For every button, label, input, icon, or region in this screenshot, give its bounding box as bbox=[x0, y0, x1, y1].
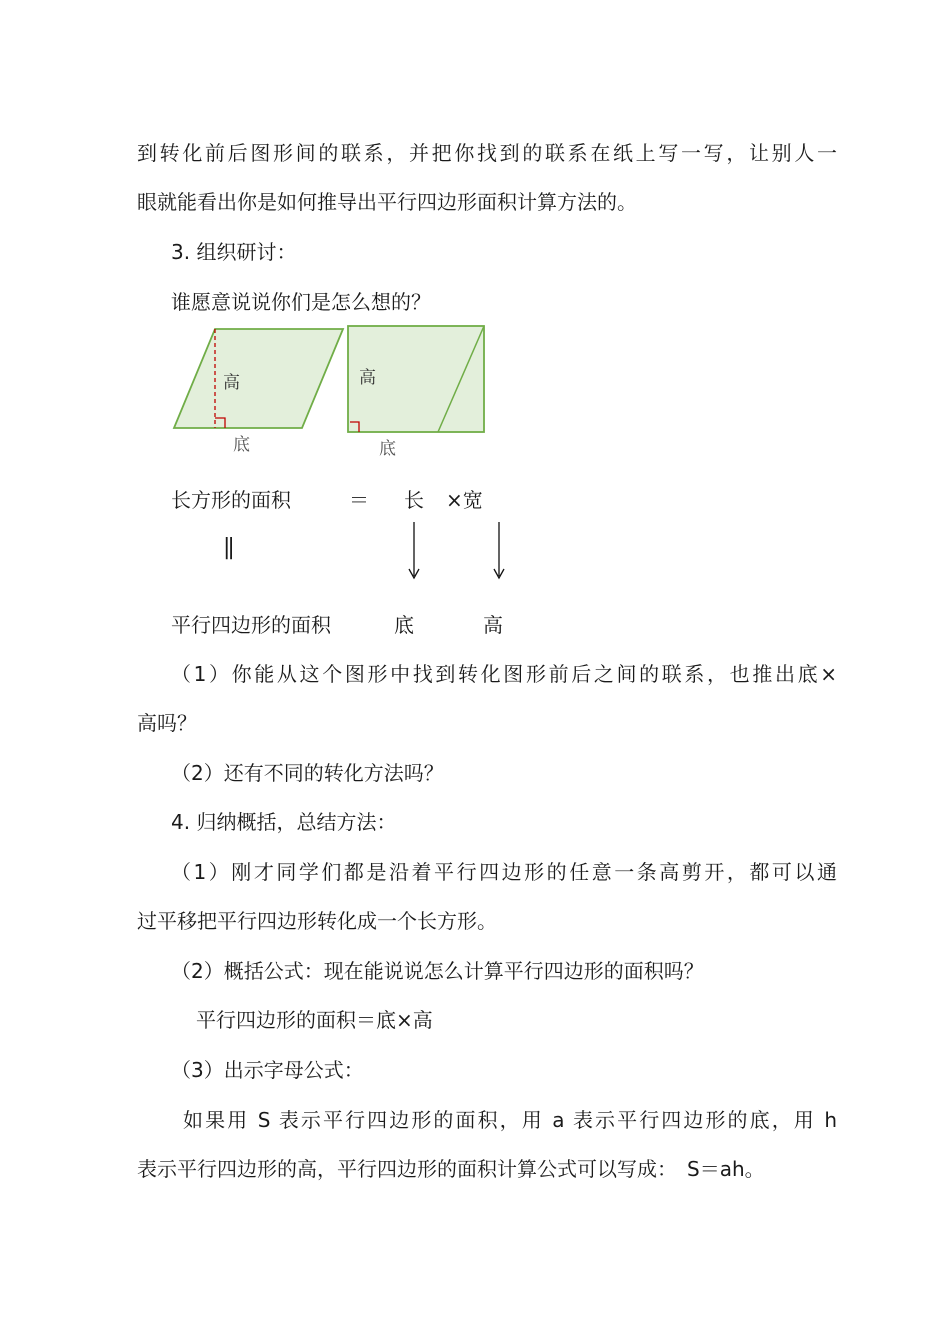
right-base-label: 底 bbox=[379, 439, 396, 459]
base-label: 底 bbox=[394, 613, 414, 637]
height-label: 高 bbox=[483, 613, 503, 637]
parallelogram-transformation-figure bbox=[170, 322, 490, 462]
paragraph-line: （1）刚才同学们都是沿着平行四边形的任意一条高剪开，都可以通 bbox=[171, 860, 837, 884]
paragraph-line: （2）概括公式：现在能说说怎么计算平行四边形的面积吗？ bbox=[171, 959, 704, 983]
parallelogram-shape bbox=[174, 329, 343, 428]
section-heading: 4. 归纳概括，总结方法： bbox=[171, 810, 397, 834]
paragraph-line: （2）还有不同的转化方法吗？ bbox=[171, 761, 444, 785]
left-base-label: 底 bbox=[233, 435, 250, 455]
times-width-label: ×宽 bbox=[446, 488, 483, 512]
paragraph-line: 高吗？ bbox=[137, 711, 197, 735]
paragraph-line: 过平移把平行四边形转化成一个长方形。 bbox=[137, 909, 497, 933]
formula-line: 平行四边形的面积＝底×高 bbox=[196, 1008, 433, 1032]
equivalence-mark: || bbox=[223, 535, 232, 560]
right-height-label: 高 bbox=[359, 368, 376, 388]
equals-sign: ＝ bbox=[349, 488, 369, 512]
para-area-label: 平行四边形的面积 bbox=[171, 613, 331, 637]
length-label: 长 bbox=[404, 488, 424, 512]
paragraph-line: 如果用 S 表示平行四边形的面积，用 a 表示平行四边形的底，用 h bbox=[183, 1108, 837, 1132]
rect-area-label: 长方形的面积 bbox=[171, 488, 291, 512]
paragraph-line: 眼就能看出你是如何推导出平行四边形面积计算方法的。 bbox=[137, 190, 637, 214]
paragraph-line: （1）你能从这个图形中找到转化图形前后之间的联系，也推出底× bbox=[171, 662, 837, 686]
paragraph-line: （3）出示字母公式： bbox=[171, 1058, 364, 1082]
arrows bbox=[400, 520, 510, 585]
paragraph-line: 表示平行四边形的高，平行四边形的面积计算公式可以写成： S＝ah。 bbox=[137, 1157, 765, 1181]
paragraph-line: 到转化前后图形间的联系，并把你找到的联系在纸上写一写，让别人一 bbox=[137, 141, 837, 165]
section-heading: 3. 组织研讨： bbox=[171, 240, 297, 264]
left-height-label: 高 bbox=[223, 373, 240, 393]
paragraph-line: 谁愿意说说你们是怎么想的？ bbox=[171, 290, 431, 314]
